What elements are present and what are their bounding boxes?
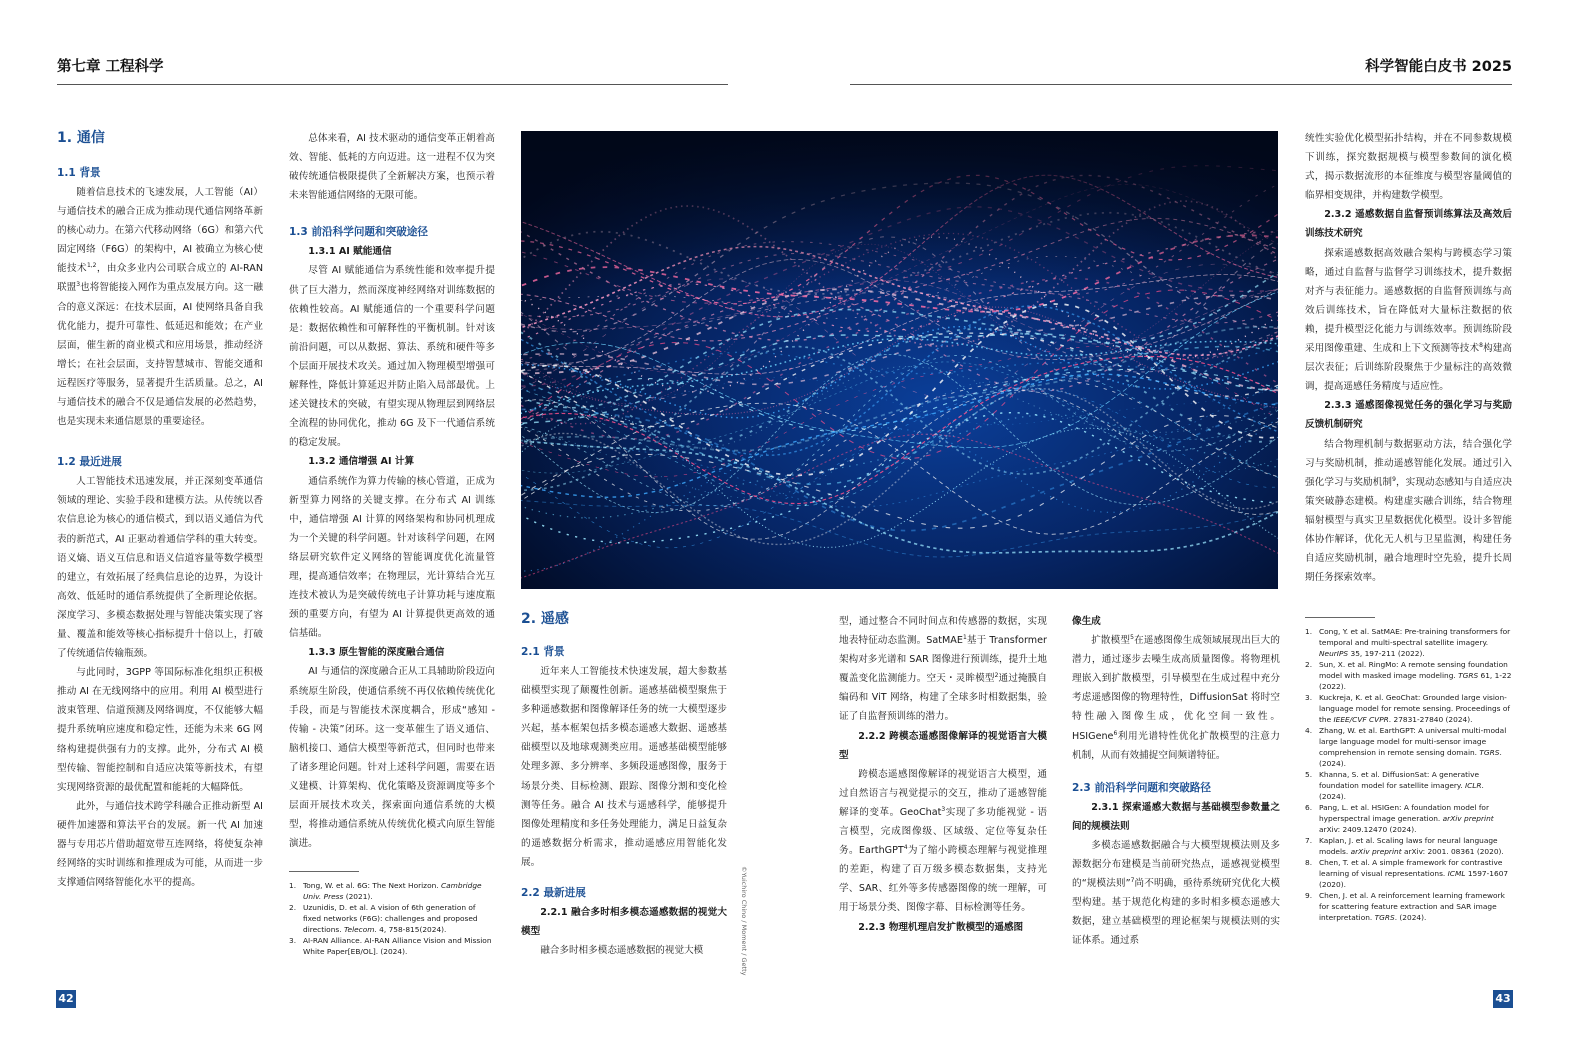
subheading-frontier: 1.3 前沿科学问题和突破途径 <box>289 226 428 239</box>
footnote-item: 5. Khanna, S. et al. DiffusionSat: A generative foundation model for satellite imagery. ICLR. (2024). <box>1305 770 1484 802</box>
footnote-item: 9. Chen, J. et al. A reinforcement learning framework for scattering feature extraction and SAR image interpretation. TGRS. (2024). <box>1305 891 1505 923</box>
page-number-right: 43 <box>1493 990 1513 1008</box>
subsubheading-diffusion-cont: 像生成 <box>1072 616 1101 627</box>
footnote-item: 3. AI-RAN Alliance. AI-RAN Alliance Vision and Mission White Paper[EB/OL]. (2024). <box>289 936 492 957</box>
paragraph: 跨模态遥感图像解译的视觉语言大模型，通过自然语言与视觉提示的交互，推动了遥感智能解译的变革。GeoChat$^3$实现了多功能视觉 - 语言模型，完成图像级、区域级、定位等复杂任务。EarthGPT$^4$为了缩小跨模态理解与视觉推理的差距，构建了百万级多模态数据集，支持光学、SAR、红外等多传感器图像的统一理解，可用于场景分类、图像字幕、目标检测等任务。 <box>839 768 1048 914</box>
book-title: 科学智能白皮书 2025 <box>1365 59 1512 75</box>
paragraph: AI 与通信的深度融合正从工具辅助阶段迈向系统原生阶段，使通信系统不再仅依赖传统优化手段，而是与智能技术深度耦合，形成“感知 - 传输 - 决策”闭环。这一变革催生了语义通信、脑机接口、通信大模型等新范式，但同时也带来了诸多理论问题。针对上述科学问题，需要在语义建模、计算架构、优化策略及资源调度等多个层面开展技术攻关，探索面向通信系统的大模型，将推动通信系统从传统优化模式向原生智能演进。 <box>289 666 495 850</box>
paragraph: 人工智能技术迅速发展，并正深刻变革通信领域的理论、实验手段和建模方法。从传统以香农信息论为核心的通信模式，到以语义通信为代表的新范式，AI 正驱动着通信学科的重大转变。语义熵、语义互信息和语义信道容量等数学模型的建立，有效拓展了经典信息论的边界，为设计高效、低延时的通信系统提供了全新理论依据。深度学习、多模态数据处理与智能决策实现了容量、覆盖和能效等核心指标提升十倍以上，打破了传统通信传输瓶颈。 <box>57 476 263 660</box>
footnote-item: 7. Kaplan, J. et al. Scaling laws for neural language models. arXiv preprint arXiv: 2001. 08361 (2020). <box>1305 836 1504 857</box>
subsubheading-self-supervised: 2.3.2 遥感数据自监督预训练算法及高效后训练技术研究 <box>1305 209 1512 240</box>
footnote-rule <box>1305 617 1375 618</box>
subheading-frontier-rs: 2.3 前沿科学问题和突破路径 <box>1072 781 1211 794</box>
paragraph: 探索遥感数据高效融合架构与跨模态学习策略，通过自监督与监督学习训练技术，提升数据对齐与表征能力。遥感数据的自监督预训练与高效后训练技术，旨在降低对大量标注数据的依赖，提升模型泛化能力与训练效率。预训练阶段采用图像重建、生成和上下文预测等技术$^8$构建高层次表征；后训练阶段聚焦于少量标注的高效微调，提高遥感任务精度与适应性。 <box>1305 247 1513 393</box>
subsubheading-scaling-law: 2.3.1 探索遥感大数据与基础模型参数量之间的规模法则 <box>1072 801 1280 832</box>
paragraph: 与此同时，3GPP 等国际标准化组织正积极推动 AI 在无线网络中的应用。利用 AI 模型进行波束管理、信道预测及网络调度，不仅能够大幅提升系统响应速度和稳定性，还能为未来 6G 网络构建提供强有力的支撑。此外，分布式 AI 模型传输、智能控制和自适应决策等新技术，有望实现网络资源的最优配置和能耗的大幅降低。 <box>57 667 263 793</box>
column-6 <box>1305 129 1512 923</box>
subheading-recent-progress: 1.2 最近进展 <box>57 456 122 469</box>
footnotes <box>289 880 495 957</box>
image-credit: ©Yuichiro Chino / Moment / Getty <box>740 866 748 976</box>
paragraph: 通信系统作为算力传输的核心管道，正成为新型算力网络的关键支撑。在分布式 AI 训练中，通信增强 AI 计算的网络架构和协同机理成为一个关键的科学问题。针对该科学问题，在网络层研究软件定义网络的智能调度优化流量管理，提高通信效率；在物理层，光计算结合光互连技术被认为是突破传统电子计算功耗与速度瓶颈的重要方向，有望为 AI 计算提供更高效的通信基础。 <box>289 475 495 640</box>
subsubheading-vision-language: 2.2.2 跨模态遥感图像解译的视觉语言大模型 <box>839 730 1047 761</box>
paragraph: 尽管 AI 赋能通信为系统性能和效率提升提供了巨大潜力，然而深度神经网络对训练数据的依赖性较高。AI 赋能通信的一个重要科学问题是：数据依赖性和可解释性的平衡机制。针对该前沿问题，可以从数据、算法、系统和硬件等多个层面开展技术攻关。通过加入物理模型增强可解释性，降低计算延迟并防止陷入局部最优。上述关键技术的突破，有望实现从物理层到网络层全流程的协同优化，推动 6G 及下一代通信系统的稳定发展。 <box>289 265 495 449</box>
paragraph: 近年来人工智能技术快速发展，超大参数基础模型实现了颠覆性创新。遥感基础模型聚焦于多种遥感数据和图像解译任务的统一大模型逐步兴起，基本框架包括多模态遥感大数据、遥感基础模型以及地球观测类应用。遥感基础模型能够处理多源、多分辨率、多频段遥感图像，服务于场景分类、目标检测、跟踪、图像分割和变化检测等任务。融合 AI 技术与遥感科学，能够提升图像处理精度和多任务处理能力，满足日益复杂的遥感数据分析需求，推动遥感应用智能化发展。 <box>521 666 727 868</box>
paragraph: 融合多时相多模态遥感数据的视觉大模 <box>540 945 704 957</box>
paragraph: 随着信息技术的飞速发展，人工智能（AI）与通信技术的融合正成为推动现代通信网络革新的核心动力。在第六代移动网络（6G）和第六代固定网络（F6G）的架构中，AI 被确立为核心使能技术$^{1,2}$，由众多业内公司联合成立的 AI-RAN 联盟$^3$也将智能接入网作为重点发展方向。这一融合的意义深远：在技术层面，AI 使网络具备自我优化能力，提升可靠性、低延迟和能效；在产业层面，催生新的商业模式和应用场景，推动经济增长；在社会层面，支持智慧城市、智能交通和远程医疗等服务，显著提升生活质量。总之，AI 与通信技术的融合不仅是通信发展的必然趋势，也是实现未来通信愿景的重要途径。 <box>57 187 264 428</box>
section-heading-communication: 1. 通信 <box>57 130 105 146</box>
footnote-item: 8. Chen, T. et al. A simple framework for contrastive learning of visual representations. ICML 1597-1607 (2020). <box>1305 858 1509 890</box>
footnote-item: 6. Pang, L. et al. HSIGen: A foundation model for hyperspectral image generation. arXiv preprint arXiv: 2409.12470 (2024). <box>1305 803 1494 835</box>
header-rule-right <box>850 84 1512 85</box>
subsubheading-comm-enhanced-ai: 1.3.2 通信增强 AI 计算 <box>308 456 415 468</box>
subsubheading-diffusion: 2.2.3 物理机理启发扩散模型的遥感图 <box>858 921 1024 933</box>
column-5 <box>1072 612 1280 951</box>
section-heading-remote-sensing: 2. 遥感 <box>521 611 569 627</box>
subsubheading-multitemporal: 2.2.1 融合多时相多模态遥感数据的视觉大模型 <box>521 907 727 938</box>
footnote-rule <box>289 871 359 872</box>
page-number-left: 42 <box>56 990 76 1008</box>
paragraph: 扩散模型$^5$在遥感图像生成领域展现出巨大的潜力，通过逐步去噪生成高质量图像。将物理机理嵌入到扩散模型，引导模型在生成过程中充分考虑遥感图像的物理特性，DiffusionSat 将时空特性融入图像生成，优化空间一致性。HSIGene$^6$利用光谱特性优化扩散模型的注意力机制，从而有效捕捉空间频谱特征。 <box>1072 633 1281 761</box>
paragraph: 型，通过整合不同时间点和传感器的数据，实现地表特征动态监测。SatMAE$^1$基于 Transformer 架构对多光谱和 SAR 图像进行预训练，提升土地覆盖变化监测能力。空天・灵眸模型$^2$通过掩膜自编码和 ViT 网络，构建了全球多时相数据集，验证了自监督预训练的潜力。 <box>839 616 1048 723</box>
subheading-background: 2.1 背景 <box>521 646 565 658</box>
subsubheading-reinforcement: 2.3.3 遥感图像视觉任务的强化学习与奖励反馈机制研究 <box>1305 400 1512 431</box>
footnote-item: 3. Kuckreja, K. et al. GeoChat: Grounded large vision-language model for remote sensing. Proceedings of the IEEE/CVF CVPR. 27831-27840 (2024). <box>1305 693 1510 725</box>
subsubheading-native-intelligence: 1.3.3 原生智能的深度融合通信 <box>308 647 445 659</box>
column-2 <box>289 129 495 957</box>
footnote-item: 4. Zhang, W. et al. EarthGPT: A universal multi-modal large language model for multi-sensor image comprehension in remote sensing domain. TGRS. (2024). <box>1305 726 1507 769</box>
paragraph: 此外，与通信技术跨学科融合正推动新型 AI 硬件加速器和算法平台的发展。新一代 AI 加速器与专用芯片借助超宽带互连网络，将使复杂神经网络的实时训练和推理成为可能，从而进一步支撑通信网络智能化水平的提高。 <box>57 800 263 889</box>
paragraph: 总体来看，AI 技术驱动的通信变革正朝着高效、智能、低耗的方向迈进。这一进程不仅为突破传统通信极限提供了全新解决方案，也预示着未来智能通信网络的无限可能。 <box>289 133 495 202</box>
paragraph: 结合物理机制与数据驱动方法，结合强化学习与奖励机制，推动遥感智能化发展。通过引入强化学习与奖励机制$^9$，实现动态感知与自适应决策突破静态建模。构建虚实融合训练，结合物理辐射模型与真实卫星数据优化模型。设计多智能体协作解译，优化无人机与卫星监测，构建任务自适应奖励机制，融合地理时空先验，提升长周期任务探索效率。 <box>1305 438 1513 584</box>
chapter-title: 第七章 工程科学 <box>57 59 164 75</box>
subheading-latest-progress: 2.2 最新进展 <box>521 887 586 900</box>
column-4 <box>839 612 1047 937</box>
paragraph: 统性实验优化模型拓扑结构，并在不同参数规模下训练，探究数据规模与模型参数间的演化模式，揭示数据流形的本征维度与模型容量阈值的临界相变规律，并构建数学模型。 <box>1305 133 1512 202</box>
footnotes <box>1305 626 1512 923</box>
paragraph: 多模态遥感数据融合与大模型规模法则及多源数据分布建模是当前研究热点，遥感视觉模型的“规模法则”$^7$尚不明确，亟待系统研究优化大模型构建。基于规范化构建的多时相多模态遥感大数据，建立基础模型的理论框架与规模法则的实证体系。通过系 <box>1072 839 1281 947</box>
footnote-item: 1. Cong, Y. et al. SatMAE: Pre-training transformers for temporal and multi-spectral satellite imagery. NeurIPS 35, 197-211 (2022). <box>1305 627 1511 659</box>
header-rule-left <box>57 84 728 85</box>
footnote-item: 1. Tong, W. et al. 6G: The Next Horizon. Cambridge Univ. Press (2021). <box>289 881 482 902</box>
column-3 <box>521 607 727 960</box>
footnote-item: 2. Sun, X. et al. RingMo: A remote sensing foundation model with masked image modeling. TGRS 61, 1-22 (2022). <box>1305 660 1512 692</box>
subsubheading-ai-empowered: 1.3.1 AI 赋能通信 <box>308 246 392 258</box>
abstract-light-waves-image <box>521 131 1278 589</box>
subheading-background: 1.1 背景 <box>57 167 101 179</box>
column-1 <box>57 126 263 892</box>
footnote-item: 2. Uzunidis, D. et al. A vision of 6th generation of fixed networks (F6G): challenges and proposed directions. Telecom. 4, 758-815(2024). <box>289 903 478 935</box>
